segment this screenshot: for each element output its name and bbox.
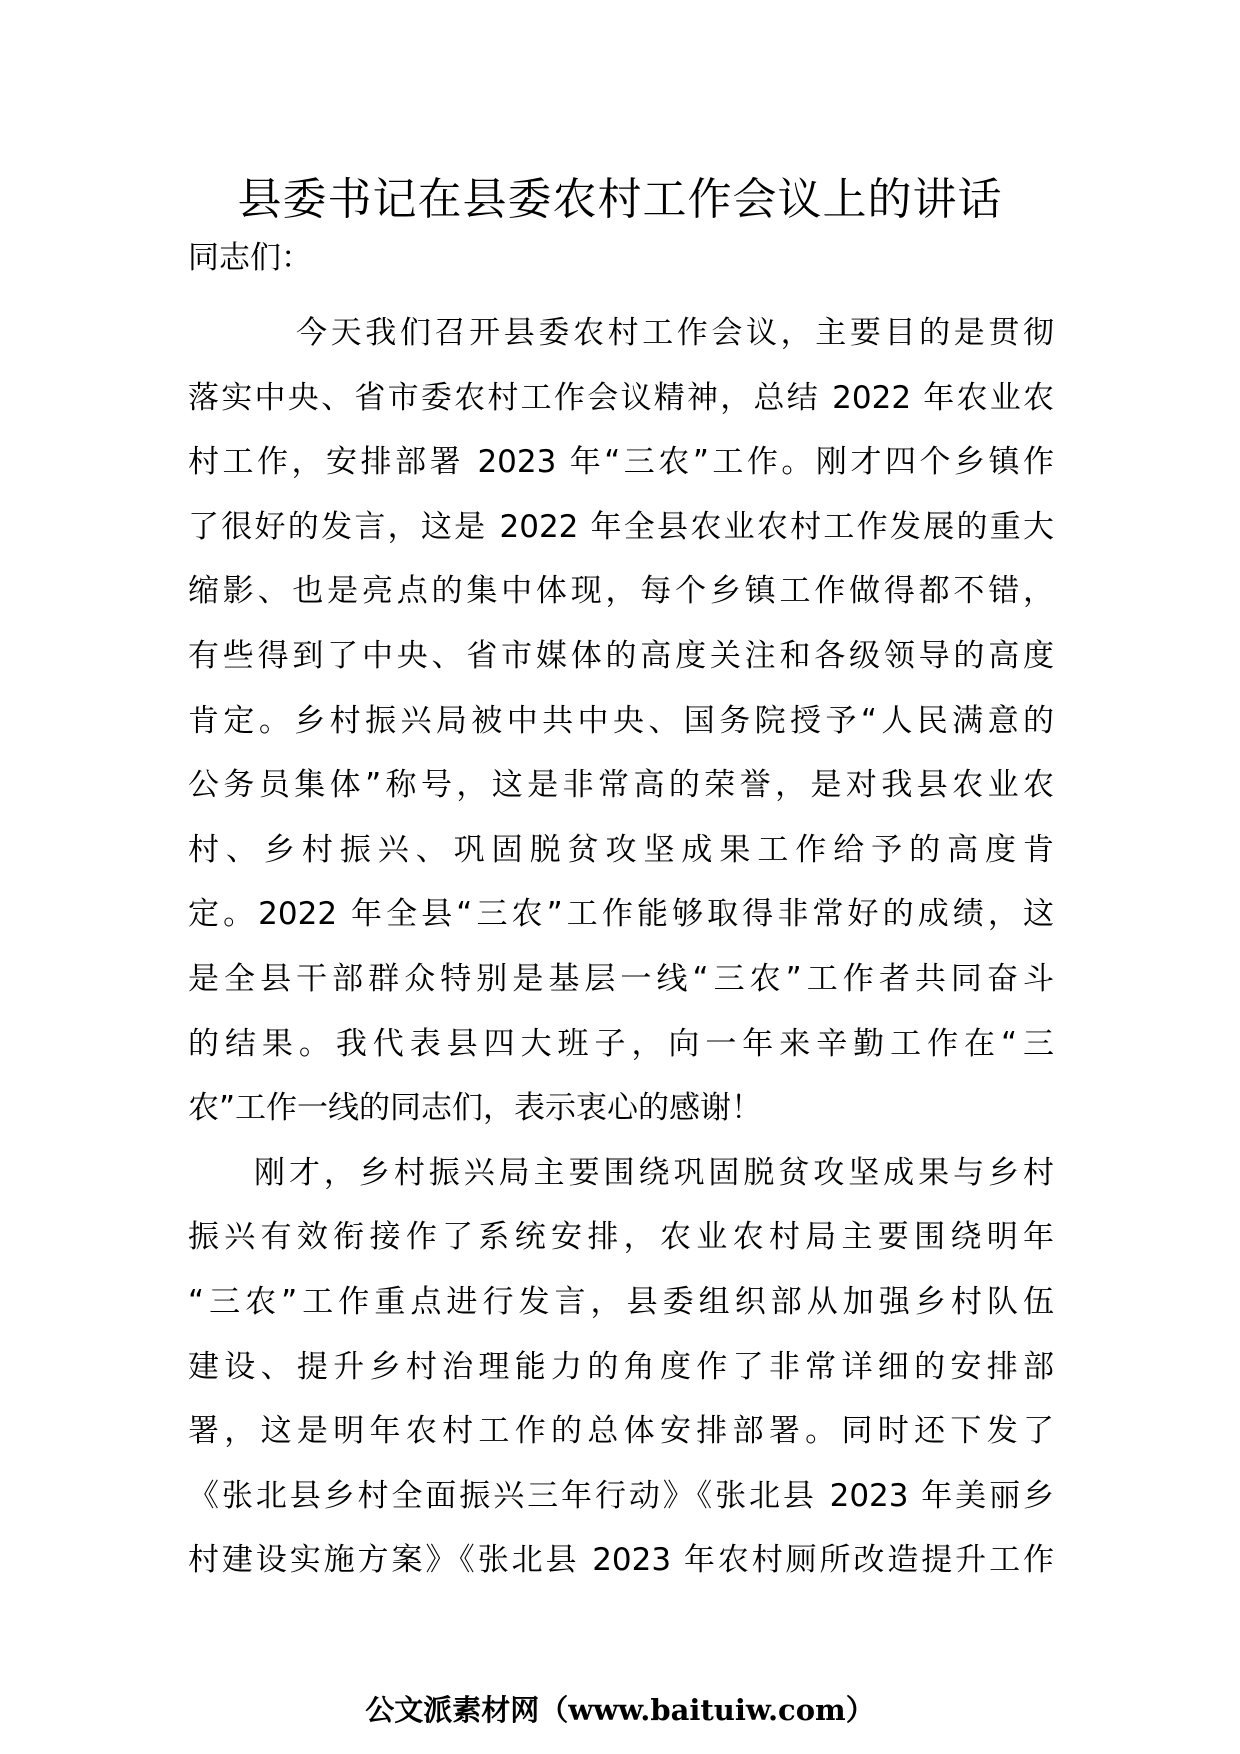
paragraph-line: 村建设实施方案》《张北县 2023 年农村厕所改造提升工作 (188, 1542, 1054, 1579)
paragraph-line: 刚才，乡村振兴局主要围绕巩固脱贫攻坚成果与乡村 (254, 1154, 1054, 1191)
paragraph-line: 振兴有效衔接作了系统安排，农业农村局主要围绕明年 (188, 1219, 1054, 1256)
document-body (188, 301, 1054, 1593)
paragraph-line: 村工作，安排部署 2023 年“三农”工作。刚才四个乡镇作 (188, 444, 1054, 481)
paragraph-line: 建设、提升乡村治理能力的角度作了非常详细的安排部 (188, 1348, 1054, 1385)
paragraph-line: 今天我们召开县委农村工作会议，主要目的是贯彻 (296, 315, 1054, 351)
paragraph-line: 缩影、也是亮点的集中体现，每个乡镇工作做得都不错， (188, 573, 1054, 610)
paragraph-line: 《张北县乡村全面振兴三年行动》《张北县 2023 年美丽乡 (188, 1477, 1054, 1514)
paragraph-line: 了很好的发言，这是 2022 年全县农业农村工作发展的重大 (188, 508, 1054, 545)
paragraph-line: 农”工作一线的同志们，表示衷心的感谢！ (188, 1090, 763, 1127)
salutation: 同志们： (188, 240, 312, 276)
paragraph-line: 有些得到了中央、省市媒体的高度关注和各级领导的高度 (188, 637, 1054, 674)
paragraph-line: 署，这是明年农村工作的总体安排部署。同时还下发了 (188, 1413, 1054, 1450)
footer-watermark: 公文派素材网（www.baituiw.com） (365, 1693, 875, 1727)
paragraph-line: 是全县干部群众特别是基层一线“三农”工作者共同奋斗 (188, 960, 1054, 997)
document-title: 县委书记在县委农村工作会议上的讲话 (237, 174, 1003, 225)
paragraph-line: 村、乡村振兴、巩固脱贫攻坚成果工作给予的高度肯 (188, 831, 1054, 868)
paragraph-line: 肯定。乡村振兴局被中共中央、国务院授予“人民满意的 (188, 702, 1054, 739)
paragraph-line: “三农”工作重点进行发言，县委组织部从加强乡村队伍 (188, 1283, 1054, 1320)
paragraph-line: 定。2022 年全县“三农”工作能够取得非常好的成绩，这 (188, 896, 1054, 933)
paragraph-line: 的结果。我代表县四大班子，向一年来辛勤工作在“三 (188, 1025, 1054, 1062)
paragraph-line: 落实中央、省市委农村工作会议精神，总结 2022 年农业农 (188, 379, 1054, 416)
paragraph-line: 公务员集体”称号，这是非常高的荣誉，是对我县农业农 (188, 767, 1054, 804)
